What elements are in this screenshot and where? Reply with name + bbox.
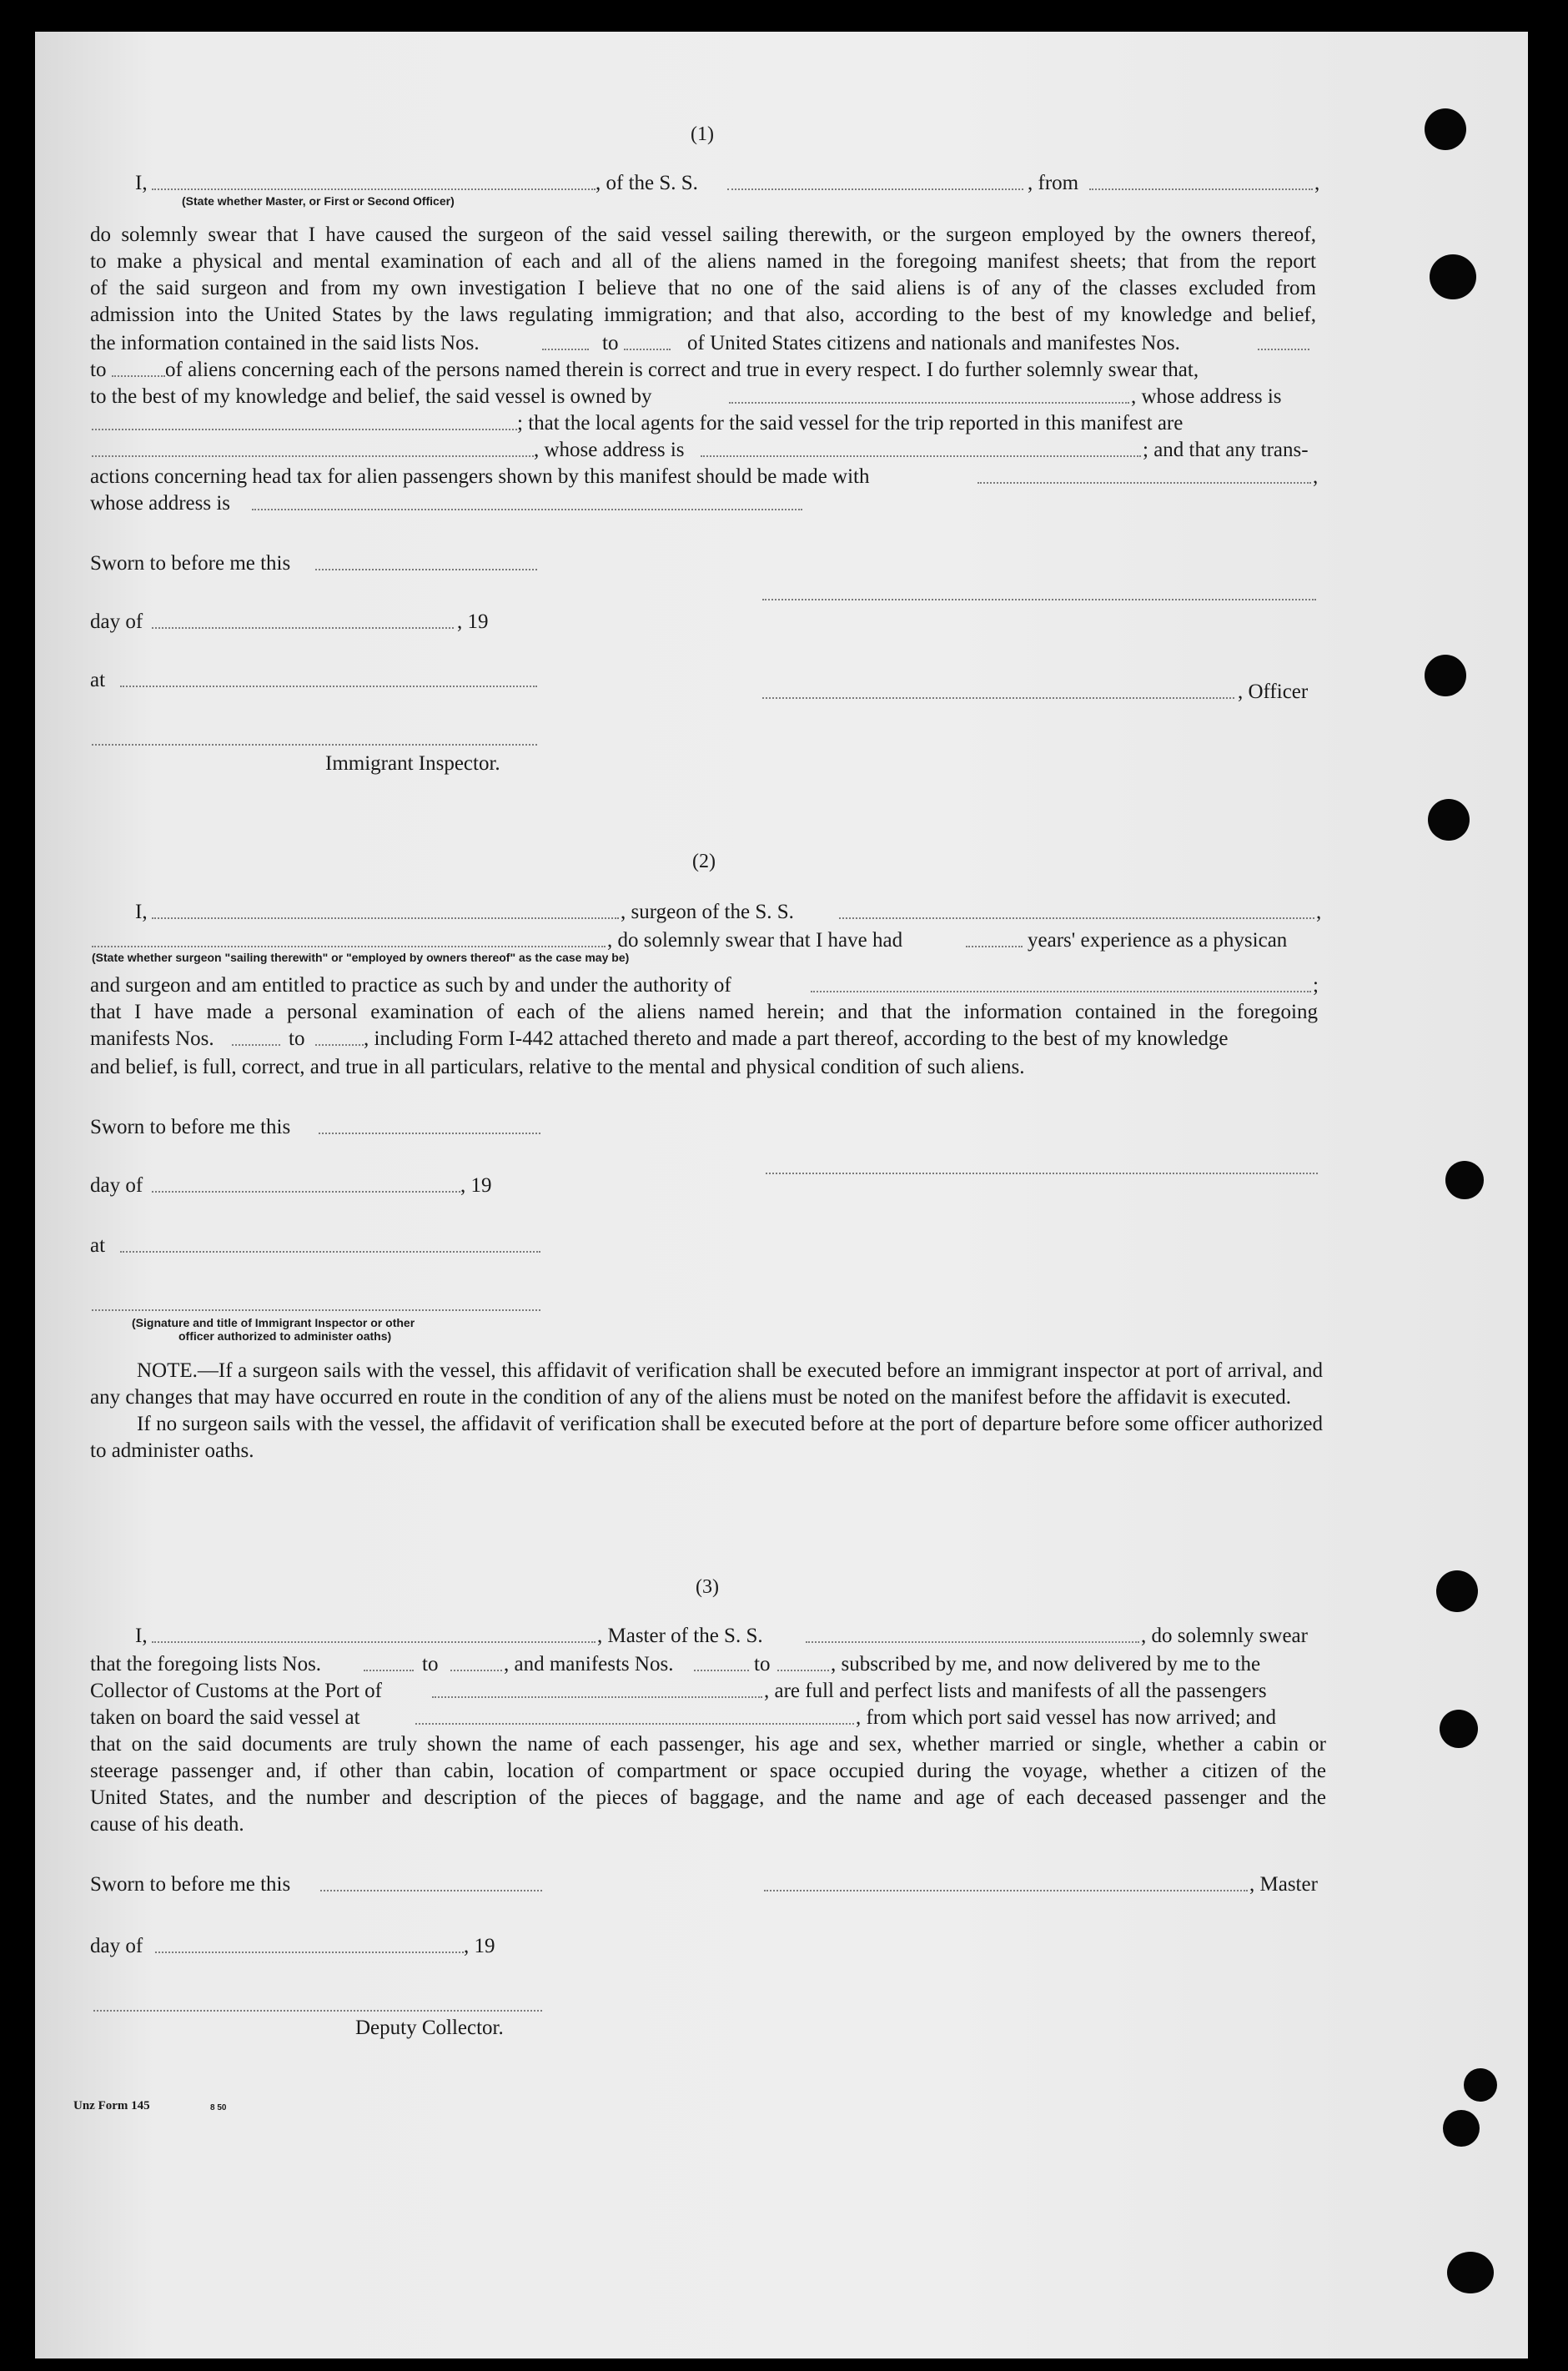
oath-text: ; and that any trans- xyxy=(1143,439,1309,461)
oath-line: to make a physical and mental examination of each and all of the aliens named in the foregoing manifest sheets; that from the report xyxy=(90,250,1316,273)
oath-text: , Master of the S. S. xyxy=(597,1625,763,1647)
surgeon-signature-line[interactable] xyxy=(766,1173,1318,1174)
field-note: (State whether surgeon "sailing therewith" or "employed by owners thereof" as the case may be) xyxy=(92,951,630,964)
oath-text: ; that the local agents for the said vessel for the trip reported in this manifest are xyxy=(517,412,1184,435)
oath-line: cause of his death. xyxy=(90,1813,244,1836)
section-number: (3) xyxy=(696,1576,719,1598)
sworn-label: Sworn to before me this xyxy=(90,1873,291,1896)
vessel-name-field[interactable] xyxy=(839,917,1314,919)
oath-line: of the said surgeon and from my own investigation I believe that no one of the said aliens is of any of the classes excluded from xyxy=(90,277,1316,299)
officer-label: , Officer xyxy=(1238,681,1309,703)
oath-text: , xyxy=(1316,901,1322,923)
field-note: (Signature and title of Immigrant Inspector or other xyxy=(132,1316,415,1329)
officer-signature-line[interactable] xyxy=(762,599,1316,600)
oath-text: to xyxy=(90,359,107,381)
oath-text: , xyxy=(1314,172,1320,194)
oath-text: Collector of Customs at the Port of xyxy=(90,1680,382,1702)
year-label: , 19 xyxy=(464,1935,495,1957)
oath-text: I, xyxy=(135,901,148,923)
note-paragraph xyxy=(90,1358,1323,1464)
oath-text: to xyxy=(289,1027,305,1050)
at-place-field[interactable] xyxy=(120,1251,540,1253)
master-signature-line[interactable] xyxy=(764,1890,1248,1891)
oath-line: do solemnly swear that I have caused the surgeon of the said vessel sailing therewith, or the surgeon employed by the owners thereof, xyxy=(90,224,1316,246)
authority-field[interactable] xyxy=(811,991,1311,992)
officer-title-line[interactable] xyxy=(762,697,1234,699)
deputy-signature-line[interactable] xyxy=(93,2010,542,2012)
oath-text: and surgeon and am entitled to practice as such by and under the authority of xyxy=(90,974,731,997)
oath-text: to xyxy=(602,332,619,354)
punch-hole-icon xyxy=(1425,108,1466,150)
note-text: If no surgeon sails with the vessel, the affidavit of verification shall be executed before at the port of departure before some officer authorized to administer oaths. xyxy=(90,1413,1323,1462)
head-tax-field[interactable] xyxy=(977,482,1311,484)
day-label: day of xyxy=(90,610,143,633)
sworn-date-field[interactable] xyxy=(315,569,537,570)
manifests-from-field[interactable] xyxy=(232,1044,280,1046)
punch-hole-icon xyxy=(1440,1710,1478,1748)
year-label: , 19 xyxy=(457,610,489,633)
sworn-label: Sworn to before me this xyxy=(90,552,291,575)
oath-text: , do solemnly swear that I have had xyxy=(607,929,903,952)
sworn-label: Sworn to before me this xyxy=(90,1116,291,1138)
oath-text: , whose address is xyxy=(1131,385,1282,408)
punch-hole-icon xyxy=(1428,799,1470,841)
at-place-field[interactable] xyxy=(120,686,537,687)
punch-hole-icon xyxy=(1436,1570,1478,1612)
master-name-field[interactable] xyxy=(152,1641,596,1643)
oath-text: , from xyxy=(1028,172,1079,194)
oath-paragraph xyxy=(90,222,1316,329)
sworn-date-field[interactable] xyxy=(319,1133,540,1134)
oath-text: I, xyxy=(135,172,148,194)
manifests-to-field[interactable] xyxy=(112,375,165,377)
oath-text: that the foregoing lists Nos. xyxy=(90,1653,322,1675)
punch-hole-icon xyxy=(1430,254,1476,299)
lists-from-field[interactable] xyxy=(542,349,589,350)
years-experience-field[interactable] xyxy=(966,946,1023,947)
owner-field[interactable] xyxy=(729,402,1129,404)
oath-text: , are full and perfect lists and manifests of all the passengers xyxy=(764,1680,1267,1702)
inspector-label: Immigrant Inspector. xyxy=(325,752,500,775)
sworn-date-field[interactable] xyxy=(320,1890,542,1891)
form-code: 8 50 xyxy=(210,2103,227,2112)
oath-text: to xyxy=(422,1653,439,1675)
oath-text: , subscribed by me, and now delivered by me to the xyxy=(831,1653,1261,1675)
oath-text: taken on board the said vessel at xyxy=(90,1706,360,1729)
vessel-name-field[interactable] xyxy=(806,1641,1139,1643)
oath-text: of United States citizens and nationals and manifestes Nos. xyxy=(687,332,1180,354)
oath-text: the information contained in the said lists Nos. xyxy=(90,332,480,354)
day-of-field[interactable] xyxy=(152,627,454,629)
officer-name-field[interactable] xyxy=(152,188,596,190)
manifests-from-field[interactable] xyxy=(1258,349,1309,350)
section-number: (2) xyxy=(692,851,716,872)
oath-text: , surgeon of the S. S. xyxy=(621,901,794,923)
field-note: officer authorized to administer oaths) xyxy=(178,1329,392,1343)
boarding-port-field[interactable] xyxy=(415,1723,854,1725)
field-note: (State whether Master, or First or Second Officer) xyxy=(182,194,455,208)
oath-paragraph xyxy=(90,1731,1326,1838)
oath-text: , including Form I-442 attached thereto and made a part thereof, according to the best of my knowledge xyxy=(364,1027,1229,1050)
punch-hole-icon xyxy=(1447,2252,1494,2293)
oath-paragraph xyxy=(90,999,1318,1026)
oath-line: that I have made a personal examination of each of the aliens named herein; and that the information contained in the foregoing xyxy=(90,1001,1318,1023)
manifests-from-field[interactable] xyxy=(694,1670,749,1671)
lists-from-field[interactable] xyxy=(364,1670,414,1671)
oath-text: I, xyxy=(135,1625,148,1647)
manifests-to-field[interactable] xyxy=(315,1044,364,1046)
oath-text: whose address is xyxy=(90,492,231,515)
manifests-to-field[interactable] xyxy=(777,1670,829,1671)
oath-text: , whose address is xyxy=(534,439,685,461)
lists-to-field[interactable] xyxy=(624,349,671,350)
oath-text: ; xyxy=(1313,974,1319,997)
oath-text: manifests Nos. xyxy=(90,1027,214,1050)
inspector-signature-line[interactable] xyxy=(92,1309,540,1311)
master-label: , Master xyxy=(1249,1873,1318,1896)
oath-text: , from which port said vessel has now arrived; and xyxy=(856,1706,1277,1729)
note-text: NOTE.—If a surgeon sails with the vessel, this affidavit of verification shall be executed before an immigrant inspector at port of arrival, and any changes that may have occurred en route in the condition of any of the aliens must be noted on the manifest before the affidavit is executed. xyxy=(90,1359,1323,1409)
oath-line: United States, and the number and description of the pieces of baggage, and the name and age of each deceased passenger and the xyxy=(90,1786,1326,1809)
punch-hole-icon xyxy=(1464,2068,1497,2102)
agents-address-field[interactable] xyxy=(701,455,1141,457)
oath-text: , do solemnly swear xyxy=(1141,1625,1308,1647)
punch-hole-icon xyxy=(1425,655,1466,696)
oath-text: , xyxy=(1313,465,1319,488)
from-port-field[interactable] xyxy=(1089,188,1313,190)
oath-line: admission into the United States by the laws regulating immigration; and that also, according to the best of my knowledge and belief, xyxy=(90,304,1316,326)
surgeon-name-field[interactable] xyxy=(152,917,619,919)
collector-port-field[interactable] xyxy=(432,1696,762,1698)
oath-text: to xyxy=(754,1653,771,1675)
at-label: at xyxy=(90,669,106,691)
oath-text: and belief, is full, correct, and true in all particulars, relative to the mental and physical condition of such aliens. xyxy=(90,1056,1025,1078)
owner-address-field[interactable] xyxy=(92,429,517,430)
oath-text: years' experience as a physican xyxy=(1028,929,1288,952)
day-of-field[interactable] xyxy=(152,1191,460,1193)
oath-line: that on the said documents are truly shown the name of each passenger, his age and sex, whether married or single, whether a cabin or xyxy=(90,1733,1326,1756)
day-label: day of xyxy=(90,1935,143,1957)
oath-text: , and manifests Nos. xyxy=(504,1653,674,1675)
day-of-field[interactable] xyxy=(155,1952,464,1953)
deputy-label: Deputy Collector. xyxy=(355,2017,504,2039)
agents-field[interactable] xyxy=(92,455,534,457)
oath-text: of aliens concerning each of the persons named therein is correct and true in every respect. I do further solemnly swear that, xyxy=(165,359,1199,381)
oath-text: , of the S. S. xyxy=(596,172,698,194)
section-number: (1) xyxy=(691,123,714,145)
surgeon-type-field[interactable] xyxy=(92,946,606,947)
at-label: at xyxy=(90,1234,106,1257)
oath-line: steerage passenger and, if other than cabin, location of compartment or space occupied during the voyage, whether a citizen of the xyxy=(90,1760,1326,1782)
form-number: Unz Form 145 xyxy=(73,2099,150,2112)
punch-hole-icon xyxy=(1443,2110,1480,2147)
punch-hole-icon xyxy=(1445,1161,1484,1199)
year-label: , 19 xyxy=(460,1174,492,1197)
lists-to-field[interactable] xyxy=(450,1670,502,1671)
oath-text: actions concerning head tax for alien passengers shown by this manifest should be made with xyxy=(90,465,870,488)
head-tax-address-field[interactable] xyxy=(252,509,802,510)
day-label: day of xyxy=(90,1174,143,1197)
vessel-name-field[interactable] xyxy=(727,188,1023,190)
inspector-signature-line[interactable] xyxy=(92,744,537,746)
oath-text: to the best of my knowledge and belief, the said vessel is owned by xyxy=(90,385,652,408)
